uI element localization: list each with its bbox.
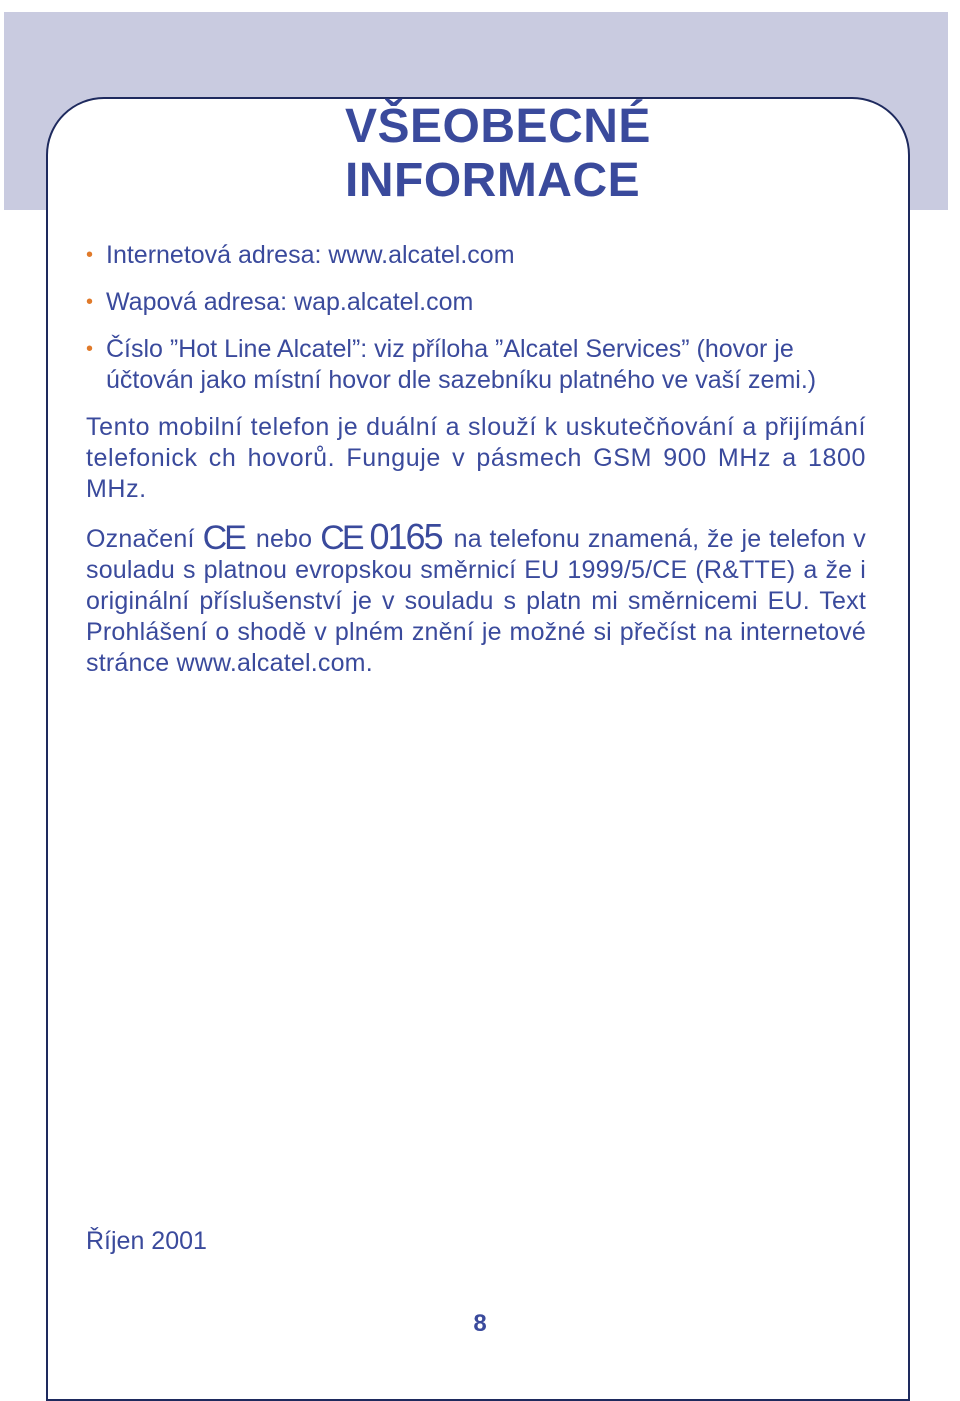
list-item-text: Číslo ”Hot Line Alcatel”: viz příloha ”Alcatel Services” (hovor je účtován jako místní hovor dle sazebníku platného ve vaší zemi.) bbox=[106, 335, 817, 394]
list-item-text: Wapová adresa: wap.alcatel.com bbox=[106, 288, 474, 316]
page-number: 8 bbox=[473, 1310, 487, 1337]
list-item bbox=[86, 287, 866, 318]
bullet-icon: • bbox=[86, 338, 94, 360]
conformity-text-3: na telefonu znamená, že je telefon v souladu s platnou evropskou směrnicí EU 1999/5/CE (R&TTE) a že i originální příslušenství je v souladu s platn mi směrnicemi EU. Text Prohlášení o shodě v plném znění je možné si přečíst na internetové stránce www.alcatel.com. bbox=[86, 525, 866, 677]
list-item bbox=[86, 240, 866, 271]
info-list bbox=[86, 240, 866, 396]
list-item-text: Internetová adresa: www.alcatel.com bbox=[106, 241, 515, 269]
conformity-text-1: Označení bbox=[86, 525, 195, 553]
publication-date: Říjen 2001 bbox=[86, 1227, 207, 1255]
ce-mark-icon: CE bbox=[202, 519, 244, 557]
conformity-paragraph bbox=[86, 516, 866, 679]
title-line-2: INFORMACE bbox=[345, 154, 641, 207]
dual-band-paragraph: Tento mobilní telefon je duální a slouží k uskutečňování a přijímání telefonick ch hovorů. Funguje v pásmech GSM 900 MHz a 1800 MHz. bbox=[86, 413, 866, 503]
main-content bbox=[86, 240, 866, 695]
conformity-text-2: nebo bbox=[255, 525, 313, 553]
ce-mark-letters: CE bbox=[320, 519, 362, 557]
list-item bbox=[86, 334, 866, 396]
bullet-icon: • bbox=[86, 291, 94, 313]
bullet-icon: • bbox=[86, 244, 94, 266]
page-title bbox=[345, 100, 651, 208]
notified-body-number: 0165 bbox=[369, 516, 442, 557]
ce-mark-0165-icon bbox=[320, 516, 442, 557]
title-line-1: VŠEOBECNÉ bbox=[345, 100, 651, 153]
